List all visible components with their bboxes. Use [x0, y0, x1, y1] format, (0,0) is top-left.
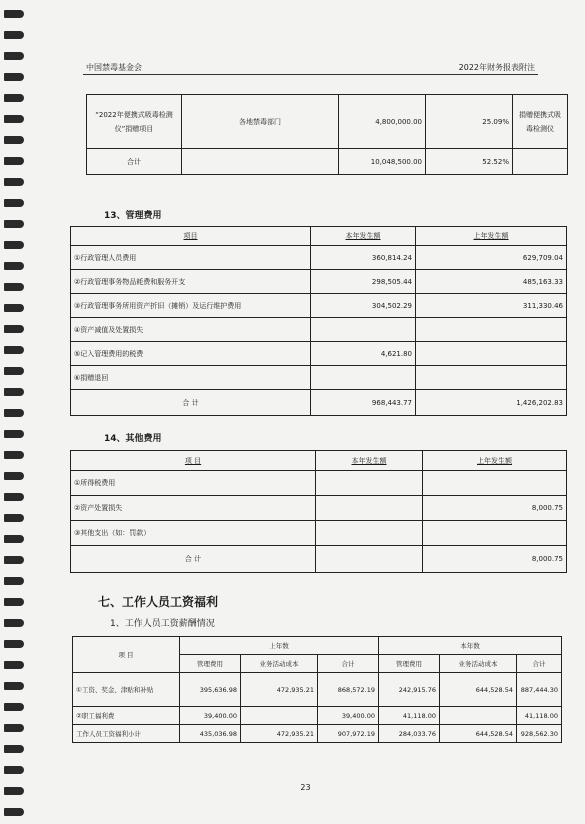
item-header: 项 目 [73, 637, 180, 673]
table-row [73, 673, 562, 707]
total-value: 1,426,202.83 [416, 390, 567, 416]
value-cell [416, 366, 567, 390]
value-cell: 41,118.00 [379, 707, 440, 725]
table-cell: “2022年便携式吸毒检测仪”捐赠项目 [87, 95, 182, 149]
table-cell [513, 149, 568, 175]
binding-ring [4, 346, 24, 354]
value-cell [423, 471, 567, 496]
spiral-binding [0, 0, 26, 824]
total-label: 合 计 [71, 546, 316, 573]
binding-ring [4, 535, 24, 543]
binding-ring [4, 766, 24, 774]
item-cell: ③行政管理事务所用资产折旧（摊销）及运行维护费用 [71, 294, 311, 318]
value-cell [416, 342, 567, 366]
item-cell: ①所得税费用 [71, 471, 316, 496]
group-header-cur: 本年数 [379, 637, 562, 655]
subtotal-row [73, 725, 562, 743]
table-row [71, 366, 567, 390]
value-cell: 4,621.80 [311, 342, 416, 366]
item-cell: 工作人员工资福利小计 [73, 725, 180, 743]
table-cell: 各地禁毒部门 [182, 95, 339, 149]
total-value [316, 546, 423, 573]
value-cell: 472,935.21 [241, 673, 318, 707]
binding-ring [4, 661, 24, 669]
binding-ring [4, 31, 24, 39]
total-row [71, 390, 567, 416]
value-cell: 39,400.00 [318, 707, 379, 725]
value-cell [440, 707, 517, 725]
value-cell: 868,572.19 [318, 673, 379, 707]
value-cell [416, 318, 567, 342]
value-cell: 41,118.00 [517, 707, 562, 725]
column-header: 管理费用 [180, 655, 241, 673]
table-row [71, 270, 567, 294]
item-cell: ①行政管理人员费用 [71, 246, 311, 270]
other-expense-table [70, 450, 567, 573]
column-header: 本年发生额 [316, 451, 423, 471]
binding-ring [4, 52, 24, 60]
value-cell: 284,033.76 [379, 725, 440, 743]
binding-ring [4, 493, 24, 501]
column-header: 项目 [71, 227, 311, 246]
table-row [87, 149, 568, 175]
header-rule [83, 74, 538, 75]
value-cell: 485,163.33 [416, 270, 567, 294]
binding-ring [4, 73, 24, 81]
total-value: 8,000.75 [423, 546, 567, 573]
table-row [71, 521, 567, 546]
value-cell: 304,502.29 [311, 294, 416, 318]
value-cell [316, 521, 423, 546]
item-cell: ②资产处置损失 [71, 496, 316, 521]
binding-ring [4, 262, 24, 270]
binding-ring [4, 178, 24, 186]
binding-ring [4, 472, 24, 480]
binding-ring [4, 220, 24, 228]
header-doc-title: 2022年财务报表附注 [458, 63, 535, 72]
section-13-title: 13、管理费用 [104, 211, 162, 221]
section-7-title: 七、工作人员工资福利 [98, 595, 219, 609]
total-label: 合 计 [71, 390, 311, 416]
item-cell: ②职工福利费 [73, 707, 180, 725]
value-cell [241, 707, 318, 725]
table-cell: 捐赠便携式吸毒检测仪 [513, 95, 568, 149]
value-cell: 629,709.04 [416, 246, 567, 270]
binding-ring [4, 745, 24, 753]
binding-ring [4, 682, 24, 690]
donation-table [86, 94, 568, 175]
binding-ring [4, 619, 24, 627]
value-cell: 39,400.00 [180, 707, 241, 725]
column-header: 合计 [517, 655, 562, 673]
value-cell [311, 366, 416, 390]
table-cell [182, 149, 339, 175]
value-cell: 907,972.19 [318, 725, 379, 743]
value-cell [316, 471, 423, 496]
binding-ring [4, 136, 24, 144]
section-14-title: 14、其他费用 [104, 434, 162, 444]
value-cell: 644,528.54 [440, 725, 517, 743]
value-cell: 360,814.24 [311, 246, 416, 270]
binding-ring [4, 94, 24, 102]
value-cell [311, 318, 416, 342]
value-cell: 395,636.98 [180, 673, 241, 707]
value-cell: 311,330.46 [416, 294, 567, 318]
column-header: 项 目 [71, 451, 316, 471]
binding-ring [4, 409, 24, 417]
item-cell: ⑤记入管理费用的税费 [71, 342, 311, 366]
table-row [71, 471, 567, 496]
table-cell: 25.09% [426, 95, 513, 149]
binding-ring [4, 304, 24, 312]
salary-table [72, 636, 562, 743]
value-cell: 928,562.30 [517, 725, 562, 743]
binding-ring [4, 115, 24, 123]
total-row [71, 546, 567, 573]
table-header-row [73, 637, 562, 655]
column-header: 合计 [318, 655, 379, 673]
header-org: 中国禁毒基金会 [86, 63, 142, 72]
column-header: 上年发生额 [416, 227, 567, 246]
column-header: 本年发生额 [311, 227, 416, 246]
binding-ring [4, 640, 24, 648]
value-cell: 644,528.54 [440, 673, 517, 707]
value-cell [423, 521, 567, 546]
table-row [71, 496, 567, 521]
binding-ring [4, 556, 24, 564]
binding-ring [4, 283, 24, 291]
binding-ring [4, 703, 24, 711]
management-expense-table [70, 226, 567, 416]
item-cell: ⑥捐赠退回 [71, 366, 311, 390]
table-cell: 4,800,000.00 [339, 95, 426, 149]
table-header-row [71, 227, 567, 246]
table-row [71, 342, 567, 366]
value-cell: 8,000.75 [423, 496, 567, 521]
item-cell: ④资产减值及处置损失 [71, 318, 311, 342]
table-row [73, 707, 562, 725]
binding-ring [4, 808, 24, 816]
table-row [71, 246, 567, 270]
item-cell: ②行政管理事务物品耗费和服务开支 [71, 270, 311, 294]
total-value: 968,443.77 [311, 390, 416, 416]
binding-ring [4, 325, 24, 333]
table-cell: 52.52% [426, 149, 513, 175]
binding-ring [4, 241, 24, 249]
binding-ring [4, 199, 24, 207]
value-cell: 887,444.30 [517, 673, 562, 707]
table-row [71, 294, 567, 318]
group-header-prev: 上年数 [180, 637, 379, 655]
table-header-row [71, 451, 567, 471]
binding-ring [4, 157, 24, 165]
column-header: 业务活动成本 [241, 655, 318, 673]
item-cell: ③其他支出（如：罚款） [71, 521, 316, 546]
column-header: 业务活动成本 [440, 655, 517, 673]
item-cell: ①工资、奖金、津贴和补贴 [73, 673, 180, 707]
value-cell: 298,505.44 [311, 270, 416, 294]
binding-ring [4, 367, 24, 375]
table-cell: 10,048,500.00 [339, 149, 426, 175]
value-cell: 472,935.21 [241, 725, 318, 743]
binding-ring [4, 388, 24, 396]
column-header: 上年发生额 [423, 451, 567, 471]
binding-ring [4, 724, 24, 732]
binding-ring [4, 787, 24, 795]
document-page [26, 0, 585, 824]
binding-ring [4, 514, 24, 522]
value-cell [316, 496, 423, 521]
table-row [87, 95, 568, 149]
column-header: 管理费用 [379, 655, 440, 673]
value-cell: 435,036.98 [180, 725, 241, 743]
binding-ring [4, 10, 24, 18]
table-cell: 合计 [87, 149, 182, 175]
section-7-subtitle: 1、工作人员工资薪酬情况 [110, 619, 215, 629]
binding-ring [4, 430, 24, 438]
binding-ring [4, 577, 24, 585]
binding-ring [4, 598, 24, 606]
page-number: 23 [300, 783, 311, 792]
binding-ring [4, 451, 24, 459]
table-row [71, 318, 567, 342]
value-cell: 242,915.76 [379, 673, 440, 707]
